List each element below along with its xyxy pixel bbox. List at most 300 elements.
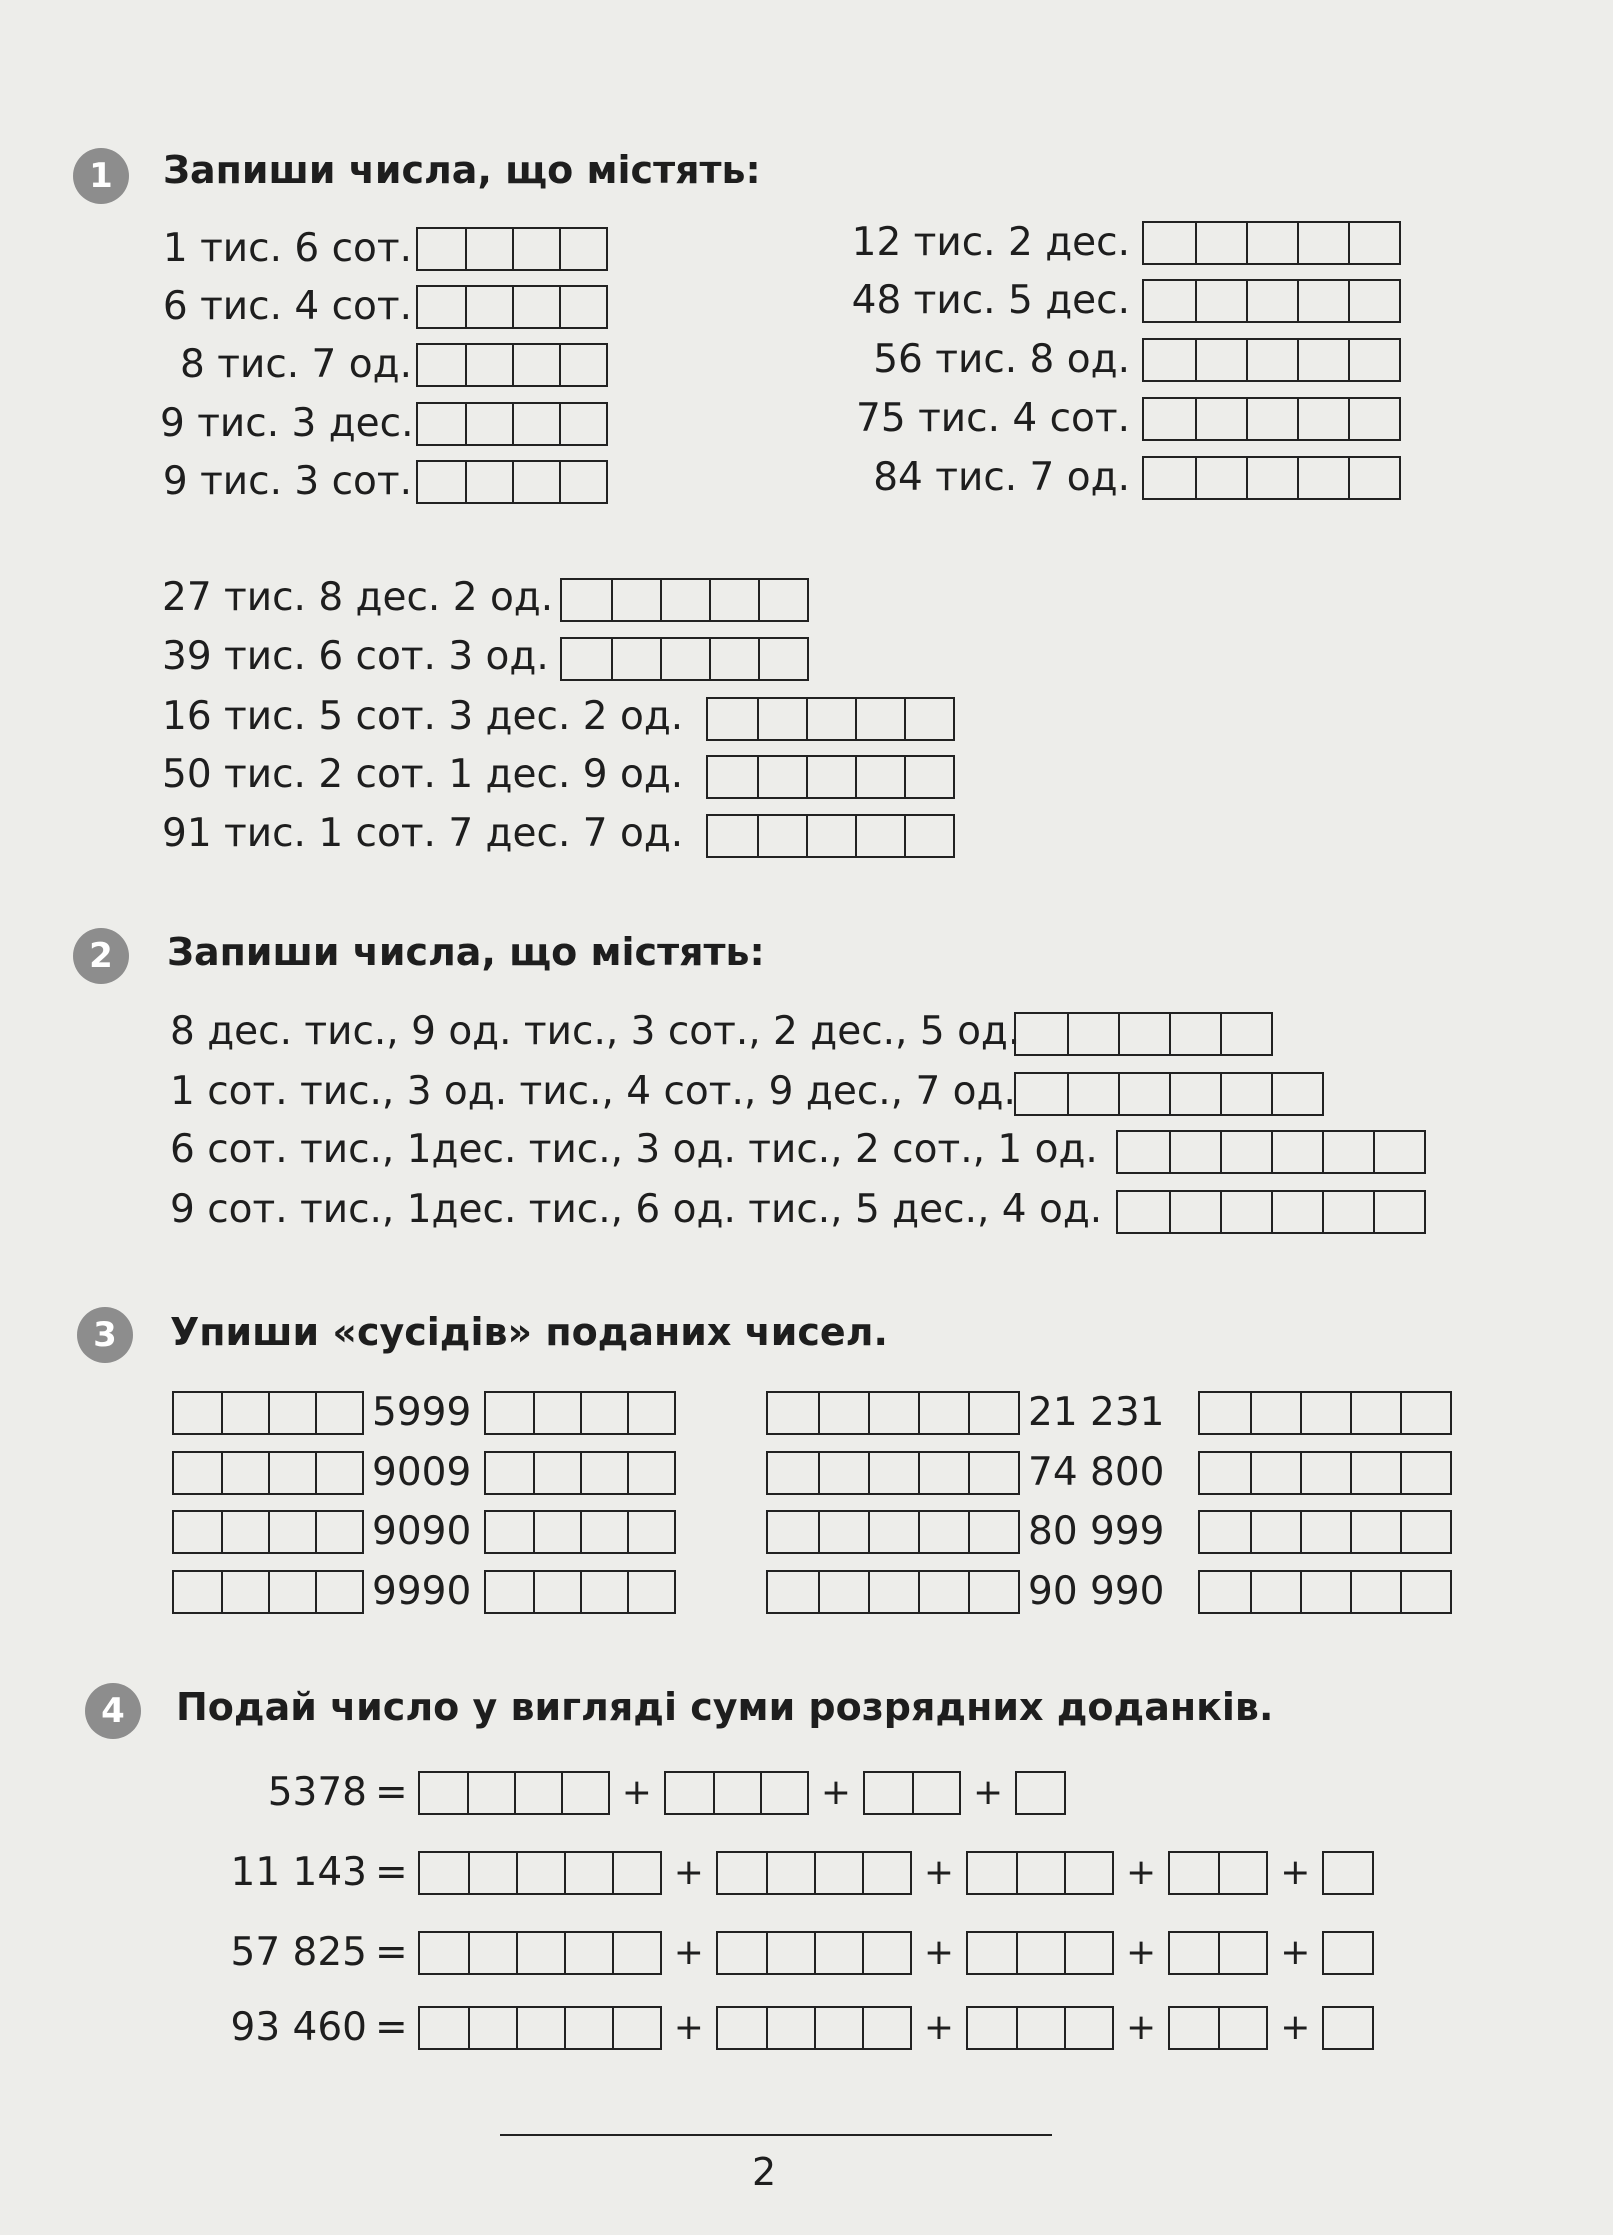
answer-cells[interactable] (966, 1851, 1114, 1895)
plus-sign: + (1126, 1852, 1157, 1893)
answer-cells[interactable] (418, 2006, 662, 2050)
answer-cells[interactable] (1198, 1451, 1452, 1495)
answer-cells[interactable] (863, 1771, 961, 1815)
answer-cell[interactable] (968, 2008, 1016, 2048)
answer-cell[interactable] (868, 1393, 918, 1433)
answer-cell[interactable] (1220, 1014, 1271, 1054)
answer-cell[interactable] (268, 1393, 315, 1433)
answer-cells[interactable] (1014, 1072, 1324, 1116)
task1-row (840, 278, 1401, 323)
answer-cell[interactable] (757, 757, 806, 797)
answer-cell[interactable] (968, 1853, 1016, 1893)
answer-cell[interactable] (559, 229, 606, 269)
answer-cells[interactable] (560, 578, 809, 622)
answer-cells[interactable] (416, 402, 608, 446)
answer-cell[interactable] (612, 1853, 660, 1893)
answer-cell[interactable] (627, 1572, 674, 1612)
answer-cell[interactable] (757, 699, 806, 739)
answer-cell[interactable] (1348, 399, 1399, 439)
answer-cell[interactable] (1373, 1192, 1424, 1232)
answer-cell[interactable] (611, 580, 660, 620)
answer-cell[interactable] (1300, 1453, 1350, 1493)
answer-cell[interactable] (559, 287, 606, 327)
answer-cell[interactable] (1170, 1853, 1218, 1893)
answer-cells[interactable] (716, 1851, 912, 1895)
neighbors-row (172, 1509, 676, 1554)
answer-cells[interactable] (706, 697, 955, 741)
answer-cell[interactable] (912, 1773, 959, 1813)
answer-cells[interactable] (1116, 1190, 1426, 1234)
answer-cell[interactable] (757, 816, 806, 856)
answer-cell[interactable] (486, 1572, 533, 1612)
answer-cells[interactable] (1014, 1012, 1273, 1056)
answer-cells[interactable] (416, 343, 608, 387)
answer-cells[interactable] (1198, 1510, 1452, 1554)
task1-row (160, 459, 608, 504)
answer-cell[interactable] (268, 1572, 315, 1612)
answer-cell[interactable] (855, 757, 904, 797)
answer-cell[interactable] (1170, 1933, 1218, 1973)
answer-cell[interactable] (418, 345, 465, 385)
plus-sign: + (923, 1932, 955, 1973)
answer-cells[interactable] (966, 1931, 1114, 1975)
answer-cell[interactable] (1400, 1453, 1450, 1493)
given-number: 21 231 (1028, 1390, 1165, 1435)
answer-cell[interactable] (611, 639, 660, 679)
answer-cell[interactable] (1246, 223, 1297, 263)
answer-cell[interactable] (1324, 2008, 1372, 2048)
answer-cell[interactable] (968, 1512, 1018, 1552)
answer-cell[interactable] (561, 1773, 608, 1813)
answer-cell[interactable] (1200, 1512, 1250, 1552)
answer-cell[interactable] (818, 1453, 868, 1493)
answer-cell[interactable] (1064, 1853, 1112, 1893)
answer-cell[interactable] (768, 1512, 818, 1552)
answer-cells[interactable] (1322, 1851, 1374, 1895)
answer-cell[interactable] (758, 639, 807, 679)
answer-cell[interactable] (1300, 1572, 1350, 1612)
answer-cell[interactable] (904, 816, 953, 856)
answer-cell[interactable] (512, 229, 559, 269)
answer-cell[interactable] (718, 1933, 766, 1973)
answer-cell[interactable] (512, 462, 559, 502)
answer-cell[interactable] (1220, 1132, 1271, 1172)
answer-cell[interactable] (418, 404, 465, 444)
answer-cell[interactable] (660, 580, 709, 620)
answer-cell[interactable] (1246, 458, 1297, 498)
answer-cell[interactable] (562, 580, 611, 620)
answer-cell[interactable] (1169, 1132, 1220, 1172)
task-title: Упиши «сусідів» поданих чисел. (170, 1310, 888, 1354)
prompt-text: 27 тис. 8 дес. 2 од. (162, 575, 554, 620)
answer-cell[interactable] (1324, 1933, 1372, 1973)
answer-cell[interactable] (486, 1512, 533, 1552)
answer-cells[interactable] (416, 285, 608, 329)
answer-cell[interactable] (1300, 1393, 1350, 1433)
answer-cells[interactable] (484, 1391, 676, 1435)
answer-cell[interactable] (1400, 1512, 1450, 1552)
answer-cell[interactable] (862, 1853, 910, 1893)
answer-cell[interactable] (533, 1512, 580, 1552)
answer-cell[interactable] (559, 462, 606, 502)
answer-cell[interactable] (768, 1453, 818, 1493)
answer-cell[interactable] (868, 1512, 918, 1552)
answer-cell[interactable] (1016, 2008, 1064, 2048)
answer-cell[interactable] (1017, 1773, 1064, 1813)
answer-cell[interactable] (718, 1853, 766, 1893)
answer-cell[interactable] (1067, 1074, 1118, 1114)
prompt-text: 12 тис. 2 дес. (851, 220, 1130, 265)
answer-cell[interactable] (174, 1512, 221, 1552)
given-number: 9990 (372, 1569, 472, 1614)
answer-cell[interactable] (627, 1512, 674, 1552)
answer-cell[interactable] (1400, 1393, 1450, 1433)
answer-cell[interactable] (559, 404, 606, 444)
answer-cell[interactable] (1195, 399, 1246, 439)
answer-cell[interactable] (1144, 399, 1195, 439)
answer-cell[interactable] (1297, 458, 1348, 498)
answer-cell[interactable] (468, 1853, 516, 1893)
neighbors-row (766, 1390, 1452, 1435)
answer-cell[interactable] (516, 1933, 564, 1973)
answer-cell[interactable] (818, 1512, 868, 1552)
answer-cell[interactable] (968, 1393, 1018, 1433)
answer-cell[interactable] (468, 1933, 516, 1973)
answer-cell[interactable] (1348, 458, 1399, 498)
answer-cell[interactable] (1195, 458, 1246, 498)
answer-cell[interactable] (814, 2008, 862, 2048)
answer-cell[interactable] (708, 816, 757, 856)
answer-cell[interactable] (1297, 399, 1348, 439)
answer-cell[interactable] (868, 1453, 918, 1493)
answer-cell[interactable] (766, 1933, 814, 1973)
answer-cell[interactable] (468, 2008, 516, 2048)
answer-cell[interactable] (533, 1572, 580, 1612)
answer-cells[interactable] (418, 1931, 662, 1975)
answer-cell[interactable] (1324, 1853, 1372, 1893)
answer-cells[interactable] (172, 1510, 364, 1554)
answer-cell[interactable] (512, 345, 559, 385)
answer-cell[interactable] (1350, 1393, 1400, 1433)
answer-cell[interactable] (580, 1393, 627, 1433)
answer-cell[interactable] (768, 1393, 818, 1433)
answer-cells[interactable] (1142, 279, 1401, 323)
answer-cell[interactable] (221, 1393, 268, 1433)
answer-cells[interactable] (766, 1451, 1020, 1495)
answer-cell[interactable] (1348, 223, 1399, 263)
answer-cell[interactable] (1169, 1014, 1220, 1054)
answer-cell[interactable] (533, 1393, 580, 1433)
answer-cells[interactable] (416, 227, 608, 271)
prompt-text: 9 тис. 3 сот. (162, 459, 412, 504)
answer-cell[interactable] (1218, 1933, 1266, 1973)
answer-cell[interactable] (580, 1453, 627, 1493)
answer-cell[interactable] (564, 1853, 612, 1893)
answer-cell[interactable] (708, 699, 757, 739)
answer-cell[interactable] (174, 1393, 221, 1433)
answer-cells[interactable] (560, 637, 809, 681)
answer-cell[interactable] (1297, 223, 1348, 263)
neighbors-row (766, 1450, 1452, 1495)
answer-cell[interactable] (1144, 458, 1195, 498)
given-number: 5999 (372, 1390, 472, 1435)
answer-cells[interactable] (484, 1570, 676, 1614)
answer-cell[interactable] (612, 1933, 660, 1973)
answer-cells[interactable] (706, 814, 955, 858)
answer-cell[interactable] (1144, 340, 1195, 380)
answer-cell[interactable] (559, 345, 606, 385)
answer-cell[interactable] (1195, 223, 1246, 263)
answer-cell[interactable] (512, 404, 559, 444)
answer-cell[interactable] (968, 1933, 1016, 1973)
prompt-text: 84 тис. 7 од. (873, 455, 1130, 500)
answer-cell[interactable] (627, 1393, 674, 1433)
answer-cell[interactable] (1250, 1572, 1300, 1612)
answer-cells[interactable] (766, 1510, 1020, 1554)
answer-cell[interactable] (580, 1572, 627, 1612)
answer-cell[interactable] (420, 1933, 468, 1973)
answer-cell[interactable] (1195, 340, 1246, 380)
answer-cells[interactable] (1198, 1570, 1452, 1614)
answer-cell[interactable] (1348, 340, 1399, 380)
answer-cells[interactable] (172, 1570, 364, 1614)
answer-cell[interactable] (1373, 1132, 1424, 1172)
answer-cell[interactable] (418, 229, 465, 269)
answer-cell[interactable] (1400, 1572, 1450, 1612)
neighbors-row (766, 1509, 1452, 1554)
answer-cell[interactable] (315, 1512, 362, 1552)
prompt-text: 1 сот. тис., 3 од. тис., 4 сот., 9 дес., 7 од. (170, 1069, 1016, 1114)
answer-cell[interactable] (1246, 399, 1297, 439)
plus-sign: + (923, 1852, 955, 1893)
answer-cell[interactable] (1220, 1074, 1271, 1114)
answer-cell[interactable] (1218, 2008, 1266, 2048)
answer-cell[interactable] (1220, 1192, 1271, 1232)
task1-row (840, 455, 1401, 500)
answer-cell[interactable] (1118, 1132, 1169, 1172)
answer-cell[interactable] (862, 2008, 910, 2048)
answer-cell[interactable] (465, 287, 512, 327)
answer-cell[interactable] (1348, 281, 1399, 321)
given-number: 5378 (267, 1770, 367, 1815)
answer-cell[interactable] (418, 287, 465, 327)
answer-cell[interactable] (855, 699, 904, 739)
answer-cell[interactable] (918, 1572, 968, 1612)
answer-cells[interactable] (1142, 456, 1401, 500)
answer-cell[interactable] (420, 2008, 468, 2048)
answer-cell[interactable] (1322, 1192, 1373, 1232)
answer-cell[interactable] (562, 639, 611, 679)
answer-cell[interactable] (814, 1853, 862, 1893)
answer-cells[interactable] (484, 1451, 676, 1495)
answer-cell[interactable] (268, 1453, 315, 1493)
answer-cell[interactable] (1200, 1572, 1250, 1612)
answer-cell[interactable] (467, 1773, 514, 1813)
answer-cell[interactable] (516, 2008, 564, 2048)
answer-cells[interactable] (1142, 221, 1401, 265)
answer-cell[interactable] (868, 1572, 918, 1612)
answer-cell[interactable] (1016, 1933, 1064, 1973)
answer-cell[interactable] (1350, 1512, 1400, 1552)
answer-cell[interactable] (968, 1453, 1018, 1493)
answer-cell[interactable] (918, 1512, 968, 1552)
answer-cell[interactable] (766, 1853, 814, 1893)
answer-cell[interactable] (174, 1453, 221, 1493)
answer-cells[interactable] (766, 1391, 1020, 1435)
prompt-text: 56 тис. 8 од. (873, 337, 1130, 382)
answer-cell[interactable] (514, 1773, 561, 1813)
answer-cell[interactable] (1195, 281, 1246, 321)
answer-cells[interactable] (418, 1851, 662, 1895)
answer-cell[interactable] (612, 2008, 660, 2048)
answer-cells[interactable] (966, 2006, 1114, 2050)
answer-cell[interactable] (862, 1933, 910, 1973)
answer-cell[interactable] (516, 1853, 564, 1893)
answer-cells[interactable] (1322, 2006, 1374, 2050)
answer-cell[interactable] (315, 1453, 362, 1493)
answer-cell[interactable] (1246, 340, 1297, 380)
answer-cells[interactable] (484, 1510, 676, 1554)
answer-cell[interactable] (465, 229, 512, 269)
answer-cell[interactable] (1016, 1074, 1067, 1114)
answer-cell[interactable] (766, 2008, 814, 2048)
answer-cell[interactable] (806, 816, 855, 856)
answer-cells[interactable] (416, 460, 608, 504)
answer-cell[interactable] (1200, 1393, 1250, 1433)
answer-cell[interactable] (918, 1453, 968, 1493)
answer-cell[interactable] (758, 580, 807, 620)
answer-cell[interactable] (718, 2008, 766, 2048)
answer-cell[interactable] (221, 1453, 268, 1493)
answer-cells[interactable] (716, 1931, 912, 1975)
answer-cell[interactable] (904, 757, 953, 797)
answer-cell[interactable] (1064, 1933, 1112, 1973)
answer-cells[interactable] (1015, 1771, 1066, 1815)
answer-cell[interactable] (713, 1773, 760, 1813)
answer-cell[interactable] (806, 699, 855, 739)
answer-cell[interactable] (709, 639, 758, 679)
answer-cell[interactable] (760, 1773, 807, 1813)
answer-cell[interactable] (1297, 281, 1348, 321)
answer-cell[interactable] (818, 1572, 868, 1612)
answer-cell[interactable] (666, 1773, 713, 1813)
answer-cells[interactable] (1142, 397, 1401, 441)
answer-cells[interactable] (172, 1451, 364, 1495)
answer-cell[interactable] (1271, 1074, 1322, 1114)
answer-cell[interactable] (1144, 281, 1195, 321)
answer-cell[interactable] (660, 639, 709, 679)
answer-cell[interactable] (1250, 1512, 1300, 1552)
answer-cell[interactable] (709, 580, 758, 620)
answer-cell[interactable] (968, 1572, 1018, 1612)
answer-cell[interactable] (818, 1393, 868, 1433)
answer-cell[interactable] (1144, 223, 1195, 263)
answer-cell[interactable] (918, 1393, 968, 1433)
answer-cells[interactable] (706, 755, 955, 799)
answer-cell[interactable] (1170, 2008, 1218, 2048)
answer-cell[interactable] (512, 287, 559, 327)
answer-cells[interactable] (664, 1771, 809, 1815)
answer-cell[interactable] (1067, 1014, 1118, 1054)
answer-cell[interactable] (268, 1512, 315, 1552)
answer-cell[interactable] (1246, 281, 1297, 321)
answer-cells[interactable] (766, 1570, 1020, 1614)
answer-cells[interactable] (1198, 1391, 1452, 1435)
answer-cell[interactable] (627, 1453, 674, 1493)
answer-cell[interactable] (1271, 1192, 1322, 1232)
answer-cell[interactable] (486, 1393, 533, 1433)
plus-sign: + (820, 1772, 852, 1813)
answer-cell[interactable] (814, 1933, 862, 1973)
answer-cell[interactable] (1064, 2008, 1112, 2048)
answer-cell[interactable] (1200, 1453, 1250, 1493)
answer-cell[interactable] (1169, 1192, 1220, 1232)
answer-cell[interactable] (315, 1393, 362, 1433)
answer-cells[interactable] (1142, 338, 1401, 382)
answer-cell[interactable] (1297, 340, 1348, 380)
answer-cells[interactable] (1322, 1931, 1374, 1975)
answer-cell[interactable] (865, 1773, 912, 1813)
answer-cell[interactable] (486, 1453, 533, 1493)
answer-cell[interactable] (1218, 1853, 1266, 1893)
answer-cell[interactable] (708, 757, 757, 797)
answer-cell[interactable] (904, 699, 953, 739)
answer-cell[interactable] (768, 1572, 818, 1612)
answer-cell[interactable] (1016, 1853, 1064, 1893)
answer-cell[interactable] (1118, 1014, 1169, 1054)
answer-cell[interactable] (1016, 1014, 1067, 1054)
answer-cells[interactable] (716, 2006, 912, 2050)
answer-cell[interactable] (1250, 1453, 1300, 1493)
answer-cell[interactable] (221, 1512, 268, 1552)
answer-cell[interactable] (1350, 1453, 1400, 1493)
answer-cells[interactable] (1168, 1851, 1268, 1895)
given-number: 80 999 (1028, 1509, 1165, 1554)
answer-cell[interactable] (465, 345, 512, 385)
expansion-row (160, 2005, 1374, 2050)
answer-cell[interactable] (1250, 1393, 1300, 1433)
answer-cell[interactable] (564, 2008, 612, 2048)
answer-cells[interactable] (172, 1391, 364, 1435)
answer-cell[interactable] (1118, 1192, 1169, 1232)
neighbors-row (172, 1450, 676, 1495)
answer-cells[interactable] (1168, 1931, 1268, 1975)
answer-cell[interactable] (465, 462, 512, 502)
answer-cell[interactable] (418, 462, 465, 502)
answer-cell[interactable] (465, 404, 512, 444)
answer-cell[interactable] (1271, 1132, 1322, 1172)
answer-cells[interactable] (418, 1771, 610, 1815)
answer-cell[interactable] (1300, 1512, 1350, 1552)
answer-cells[interactable] (1168, 2006, 1268, 2050)
answer-cell[interactable] (221, 1572, 268, 1612)
answer-cell[interactable] (580, 1512, 627, 1552)
answer-cell[interactable] (420, 1853, 468, 1893)
answer-cells[interactable] (1116, 1130, 1426, 1174)
answer-cell[interactable] (1322, 1132, 1373, 1172)
answer-cell[interactable] (806, 757, 855, 797)
answer-cell[interactable] (564, 1933, 612, 1973)
answer-cell[interactable] (533, 1453, 580, 1493)
prompt-text: 8 тис. 7 од. (180, 342, 412, 387)
answer-cell[interactable] (174, 1572, 221, 1612)
answer-cell[interactable] (420, 1773, 467, 1813)
answer-cell[interactable] (855, 816, 904, 856)
answer-cell[interactable] (1118, 1074, 1169, 1114)
answer-cell[interactable] (1169, 1074, 1220, 1114)
answer-cell[interactable] (315, 1572, 362, 1612)
answer-cell[interactable] (1350, 1572, 1400, 1612)
